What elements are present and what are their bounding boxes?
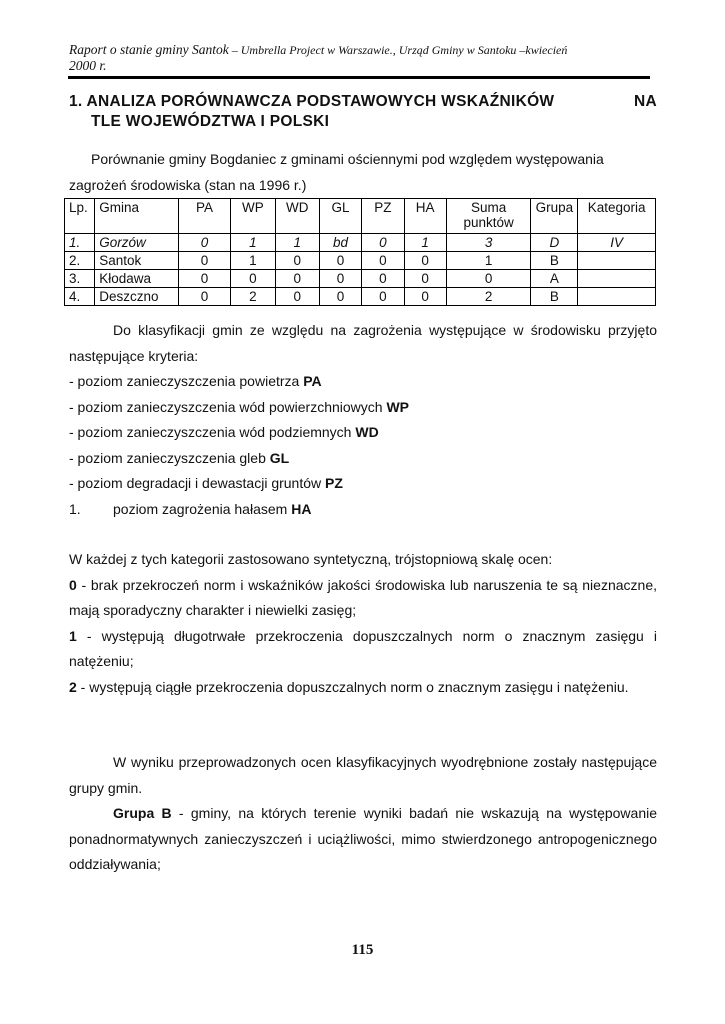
table-header-cell: WP [231, 199, 275, 234]
list-number: 1. [69, 500, 81, 517]
comparison-table [64, 198, 656, 306]
table-cell: IV [578, 234, 656, 252]
section-title-line2: TLE WOJEWÓDZTWA I POLSKI [91, 113, 330, 130]
criteria-code: WD [355, 424, 379, 440]
table-cell: 0 [178, 234, 230, 252]
table-cell: 0 [404, 288, 446, 306]
table-cell: 0 [178, 270, 230, 288]
scale-score: 0 [69, 576, 77, 593]
criteria-item: - poziom zanieczyszczenia powietrza PA [69, 373, 322, 389]
running-header [69, 42, 653, 74]
table-header-cell: Kategoria [578, 199, 656, 234]
table-cell: 2 [446, 288, 531, 306]
header-subtitle: – Umbrella Project w Warszawie., Urząd Gminy w Santoku –kwiecień [228, 43, 568, 57]
table-cell: 1 [231, 234, 275, 252]
intro-line2: zagrożeń środowiska (stan na 1996 r.) [69, 177, 307, 193]
table-cell: 3. [65, 270, 95, 288]
intro-paragraph [69, 146, 657, 198]
table-cell: 3 [446, 234, 531, 252]
criteria-code: PZ [325, 475, 343, 491]
table-cell: 0 [362, 234, 404, 252]
section-title-line1: 1. ANALIZA PORÓWNAWCZA PODSTAWOWYCH WSKAŹNIKÓW [69, 93, 555, 110]
criteria-intro: Do klasyfikacji gmin ze względu na zagrożenia występujące w środowisku przyjęto następujące kryteria: [69, 322, 657, 364]
table-cell: Kłodawa [95, 270, 179, 288]
table-cell: 0 [319, 288, 361, 306]
table-cell: 0 [446, 270, 531, 288]
table-cell: 0 [319, 252, 361, 270]
table-header-cell: HA [404, 199, 446, 234]
table-cell: 1 [231, 252, 275, 270]
criteria-item: - poziom zanieczyszczenia wód podziemnych WD [69, 424, 379, 440]
table-cell: 1 [275, 234, 319, 252]
scale-intro: W każdej z tych kategorii zastosowano syntetyczną, trójstopniową skalę ocen: [69, 551, 553, 567]
table-header-cell: GL [319, 199, 361, 234]
page-number: 115 [351, 942, 374, 958]
table-cell: 0 [178, 252, 230, 270]
table-cell: 0 [404, 252, 446, 270]
scale-score: 1 [69, 627, 77, 644]
table-cell: bd [319, 234, 361, 252]
table-cell: 0 [404, 270, 446, 288]
criteria-item: - poziom zanieczyszczenia wód powierzchniowych WP [69, 398, 410, 415]
criteria-code: PA [303, 373, 322, 389]
table-header-cell: Gmina [95, 199, 179, 234]
header-date: 2000 r. [69, 58, 107, 73]
scale-item: 1 - występują długotrwałe przekroczenia dopuszczalnych norm o znacznym zasięgu i natężeniu; [69, 627, 657, 669]
scale-score: 2 [69, 678, 77, 695]
numbered-criteria-item: 1. poziom zagrożenia hałasem HA [69, 497, 657, 523]
table-cell: B [531, 288, 578, 306]
table-cell: Deszczno [95, 288, 179, 306]
criteria-item: - poziom zanieczyszczenia gleb GL [69, 449, 290, 466]
table-header-cell: PZ [362, 199, 404, 234]
table-header-cell: WD [275, 199, 319, 234]
table-cell: 0 [231, 270, 275, 288]
table-cell [578, 270, 656, 288]
table-cell: Santok [95, 252, 179, 270]
table-cell: 0 [275, 288, 319, 306]
table-cell: 4. [65, 288, 95, 306]
table-cell [578, 252, 656, 270]
table-cell: 0 [275, 270, 319, 288]
table-cell: Gorzów [95, 234, 179, 252]
table-cell: A [531, 270, 578, 288]
criteria-code: GL [269, 449, 290, 466]
table-header-cell: PA [178, 199, 230, 234]
table-cell: 0 [319, 270, 361, 288]
header-rule [68, 76, 650, 79]
criteria-code: WP [386, 398, 410, 415]
group-b-label: Grupa B [113, 805, 172, 821]
scale-item: 0 - brak przekroczeń norm i wskaźników jakości środowiska lub naruszenia te są nieznaczne, mają sporadyczny charakter i niewielki zasięg; [69, 576, 657, 618]
table-cell: 2. [65, 252, 95, 270]
header-title: Raport o stanie gminy Santok [69, 42, 229, 57]
table-cell: 1. [65, 234, 95, 252]
section-title-line1-end: NA [634, 93, 657, 110]
criteria-code: HA [291, 500, 312, 517]
table-row [65, 234, 656, 252]
table-row [65, 270, 656, 288]
table-cell: D [531, 234, 578, 252]
table-header-row [65, 199, 656, 234]
table-cell: 0 [178, 288, 230, 306]
table-cell: 0 [362, 288, 404, 306]
table-cell: 0 [275, 252, 319, 270]
table-cell: 1 [446, 252, 531, 270]
scale-item: 2 - występują ciągłe przekroczenia dopuszczalnych norm o znacznym zasięgu i natężeniu. [69, 678, 629, 695]
table-header-cell: Grupa [531, 199, 578, 234]
table-row [65, 288, 656, 306]
intro-line1: Porównanie gminy Bogdaniec z gminami ościennymi pod względem występowania [91, 151, 604, 167]
body-text [69, 318, 657, 878]
table-header-cell: Suma punktów [446, 199, 531, 234]
table-cell: 1 [404, 234, 446, 252]
criteria-item: - poziom degradacji i dewastacji gruntów PZ [69, 475, 343, 491]
table-cell: 0 [362, 252, 404, 270]
table-header-cell: Lp. [65, 199, 95, 234]
section-title [69, 92, 657, 132]
table-cell: B [531, 252, 578, 270]
table-cell: 0 [362, 270, 404, 288]
groups-intro: W wyniku przeprowadzonych ocen klasyfikacyjnych wyodrębnione zostały następujące grupy gmin. [69, 754, 657, 796]
group-b-paragraph: Grupa B - gminy, na których terenie wyniki badań nie wskazują na występowanie ponadnormatywnych zanieczyszczeń i uciążliwości, mimo stwierdzonego antropogenicznego oddziaływania; [69, 805, 658, 872]
table-cell [578, 288, 656, 306]
table-cell: 2 [231, 288, 275, 306]
table-row [65, 252, 656, 270]
